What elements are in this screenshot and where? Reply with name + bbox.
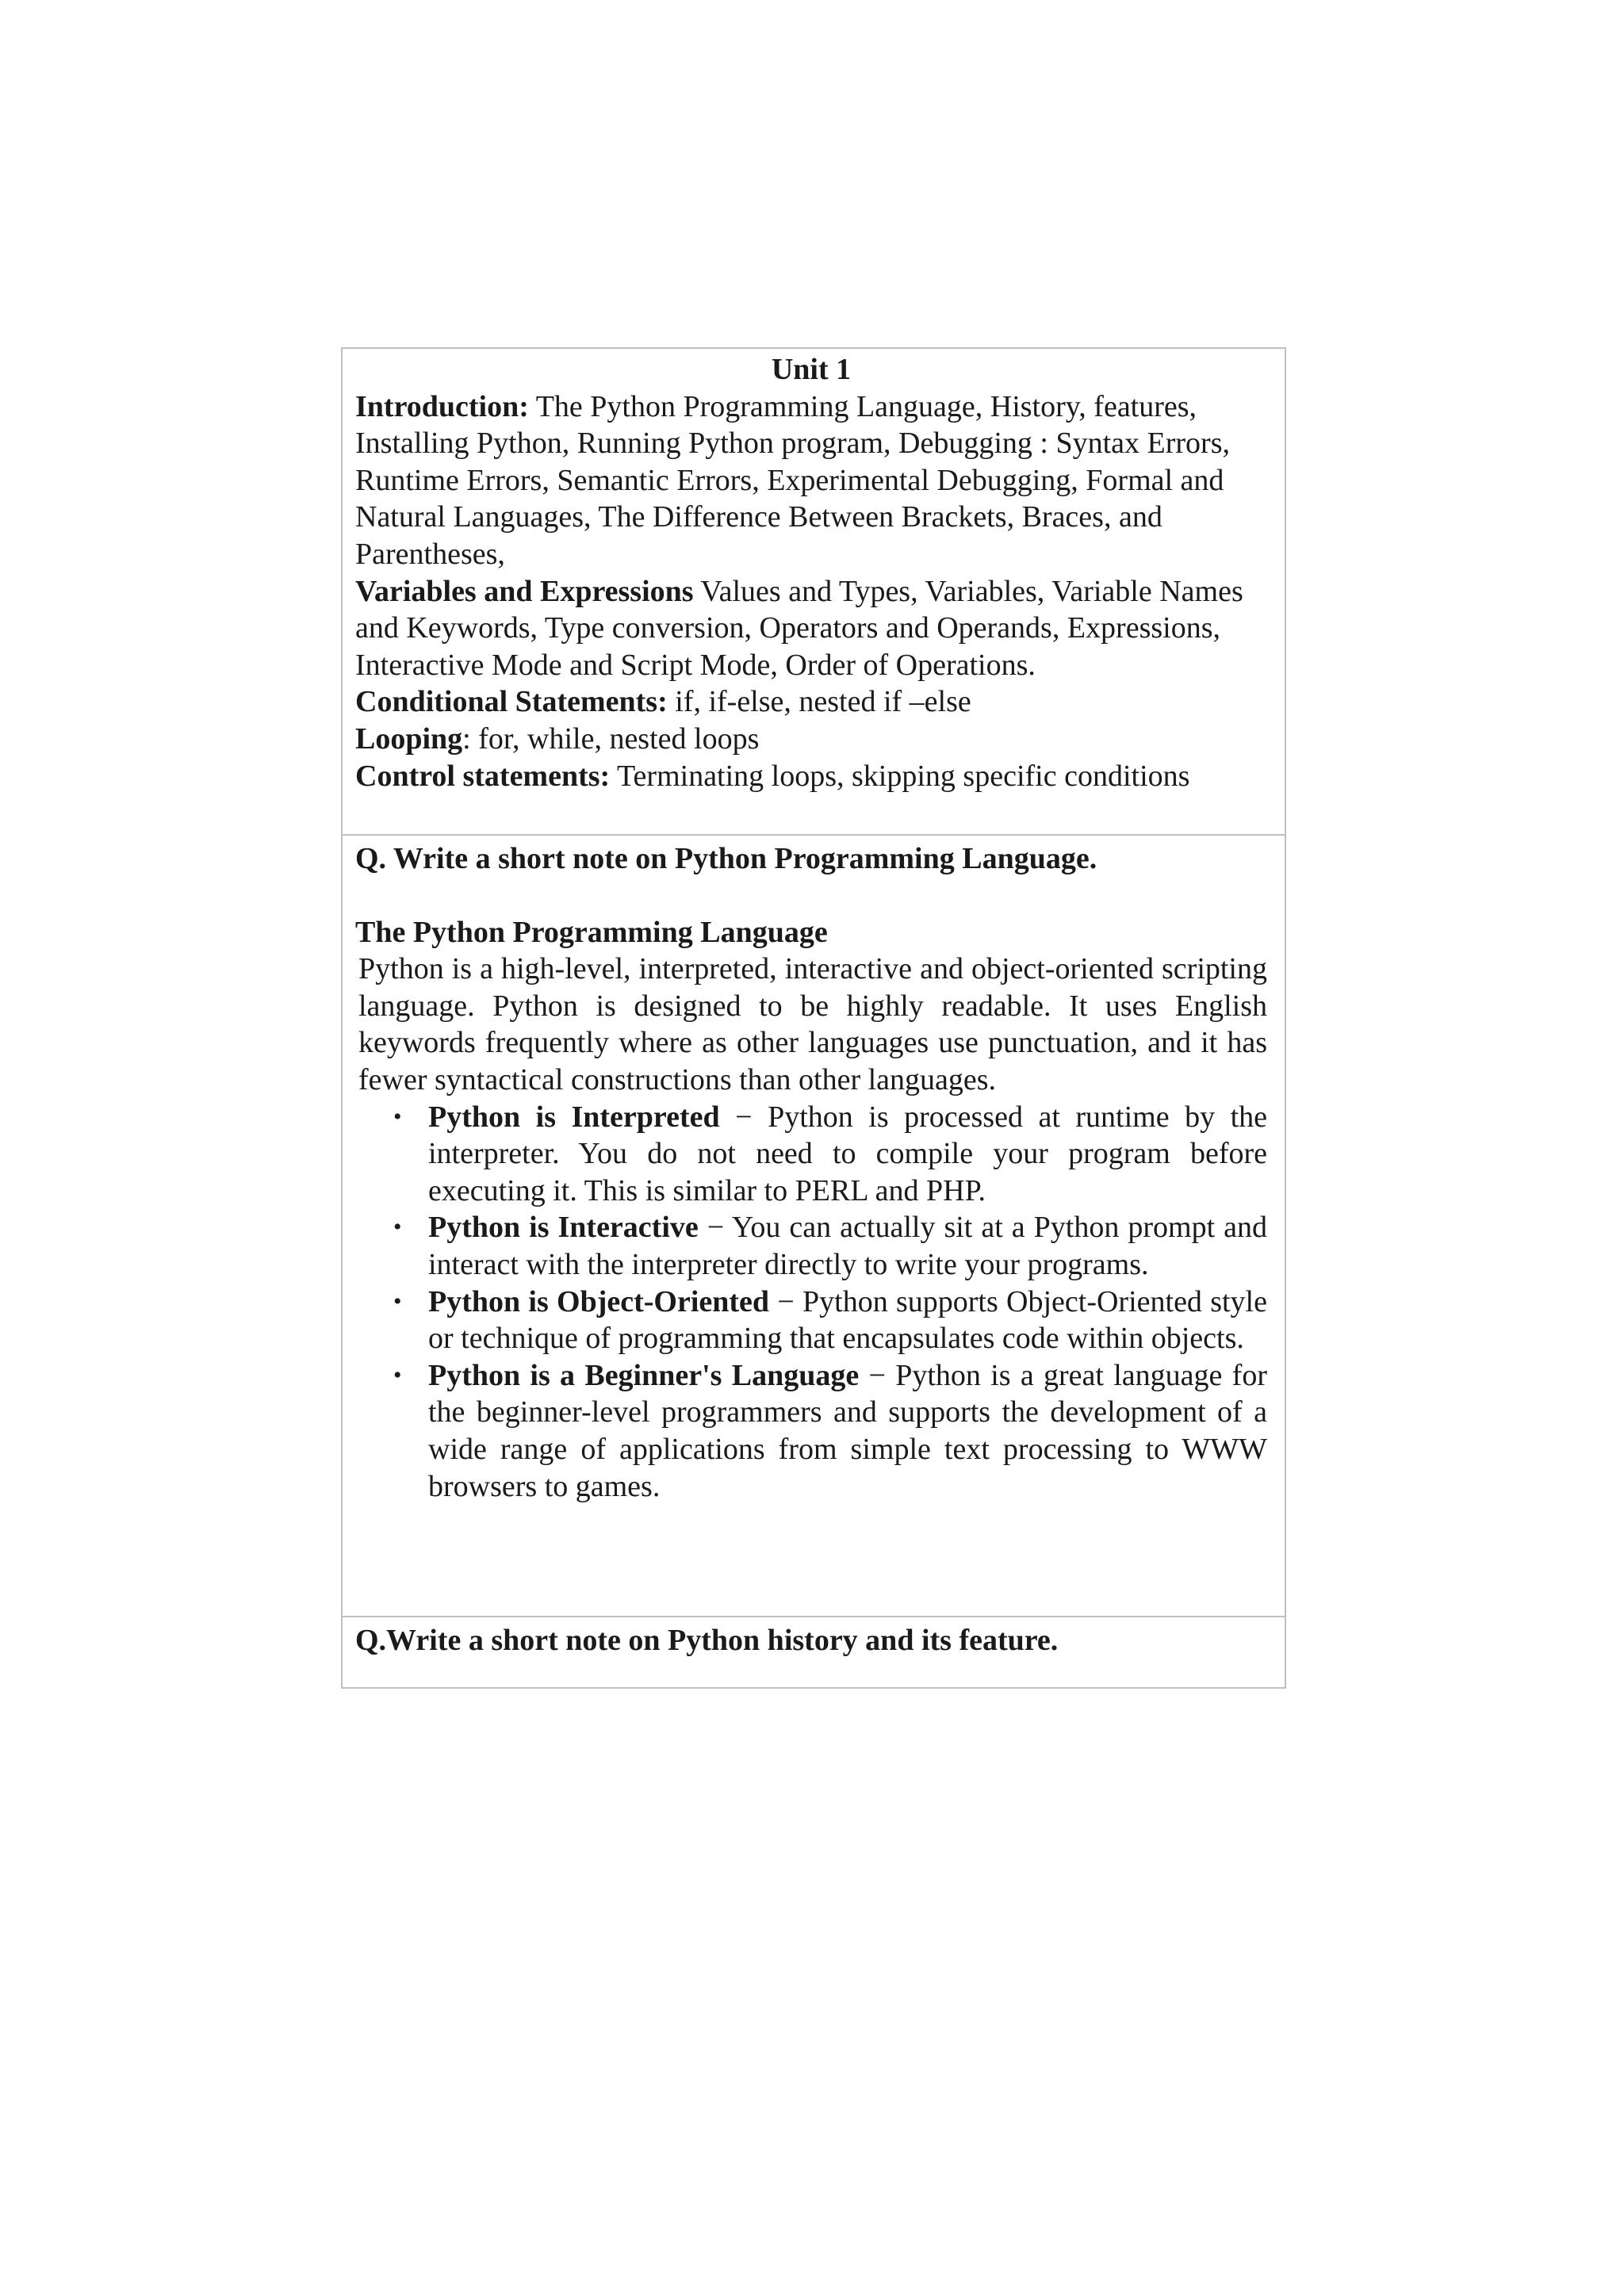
syllabus-looping xyxy=(355,721,1267,758)
feature-text: − Python is processed at runtime by the interpreter. You do not need to compile your program before executing it. This is similar to PERL and PHP. xyxy=(428,1100,1268,1207)
syllabus-text: The Python Programming Language, History, features, Installing Python, Running Python program, Debugging : Syntax Errors, Runtime Errors, Semantic Errors, Experimental Debugging, Formal and Natural Languages, The Difference Between Brackets, Braces, and Parentheses, xyxy=(355,389,1231,571)
feature-title: Python is Object-Oriented xyxy=(428,1284,770,1318)
syllabus-conditional xyxy=(355,683,1267,721)
syllabus-variables xyxy=(355,573,1267,684)
feature-title: Python is Interpreted xyxy=(428,1100,720,1134)
syllabus-text: : for, while, nested loops xyxy=(462,721,760,756)
feature-text: − You can actually sit at a Python prompt and interact with the interpreter directly to write your programs. xyxy=(428,1211,1267,1281)
notes-table xyxy=(341,347,1286,1689)
question-heading: Q.Write a short note on Python history and its feature. xyxy=(355,1624,1059,1657)
list-item xyxy=(393,1284,1267,1357)
feature-list xyxy=(355,1099,1267,1506)
question-cell xyxy=(343,1616,1285,1687)
syllabus-text: Values and Types, Variables, Variable Names and Keywords, Type conversion, Operators and Operands, Expressions, Interactive Mode and Script Mode, Order of Operations. xyxy=(355,574,1243,682)
syllabus-heading: Variables and Expressions xyxy=(355,574,694,608)
section-subheading: The Python Programming Language xyxy=(355,915,828,949)
unit-title: Unit 1 xyxy=(771,353,852,386)
list-item xyxy=(393,1099,1268,1210)
bullet-icon: • xyxy=(393,1103,402,1130)
syllabus-introduction xyxy=(355,388,1267,573)
syllabus-control xyxy=(355,758,1267,795)
bullet-icon: • xyxy=(393,1214,402,1241)
intro-paragraph: Python is a high-level, interpreted, interactive and object-oriented scripting language. Python is designed to be highly readable. It uses English keywords frequently where as other languages use punctuation, and it has fewer syntactical constructions than other languages. xyxy=(358,952,1267,1096)
feature-title: Python is a Beginner's Language xyxy=(428,1358,860,1392)
list-item xyxy=(393,1357,1267,1505)
syllabus-heading: Control statements: xyxy=(355,759,611,793)
syllabus-heading: Introduction: xyxy=(355,389,529,423)
syllabus-cell xyxy=(343,349,1285,834)
syllabus-heading: Looping xyxy=(355,721,463,756)
syllabus-text: if, if-else, nested if –else xyxy=(667,685,971,719)
bullet-icon: • xyxy=(393,1361,402,1388)
list-item xyxy=(393,1209,1267,1283)
question-cell xyxy=(343,834,1285,1616)
feature-text: − Python supports Object-Oriented style or technique of programming that encapsulates code within objects. xyxy=(428,1284,1267,1356)
syllabus-heading: Conditional Statements: xyxy=(355,685,668,719)
syllabus-text: Terminating loops, skipping specific conditions xyxy=(610,759,1190,793)
feature-text: − Python is a great language for the beginner-level programmers and supports the development of a wide range of applications from simple text processing to WWW browsers to games. xyxy=(428,1358,1267,1503)
bullet-icon: • xyxy=(393,1288,402,1314)
feature-title: Python is Interactive xyxy=(428,1211,699,1245)
question-heading: Q. Write a short note on Python Programming Language. xyxy=(355,842,1097,875)
